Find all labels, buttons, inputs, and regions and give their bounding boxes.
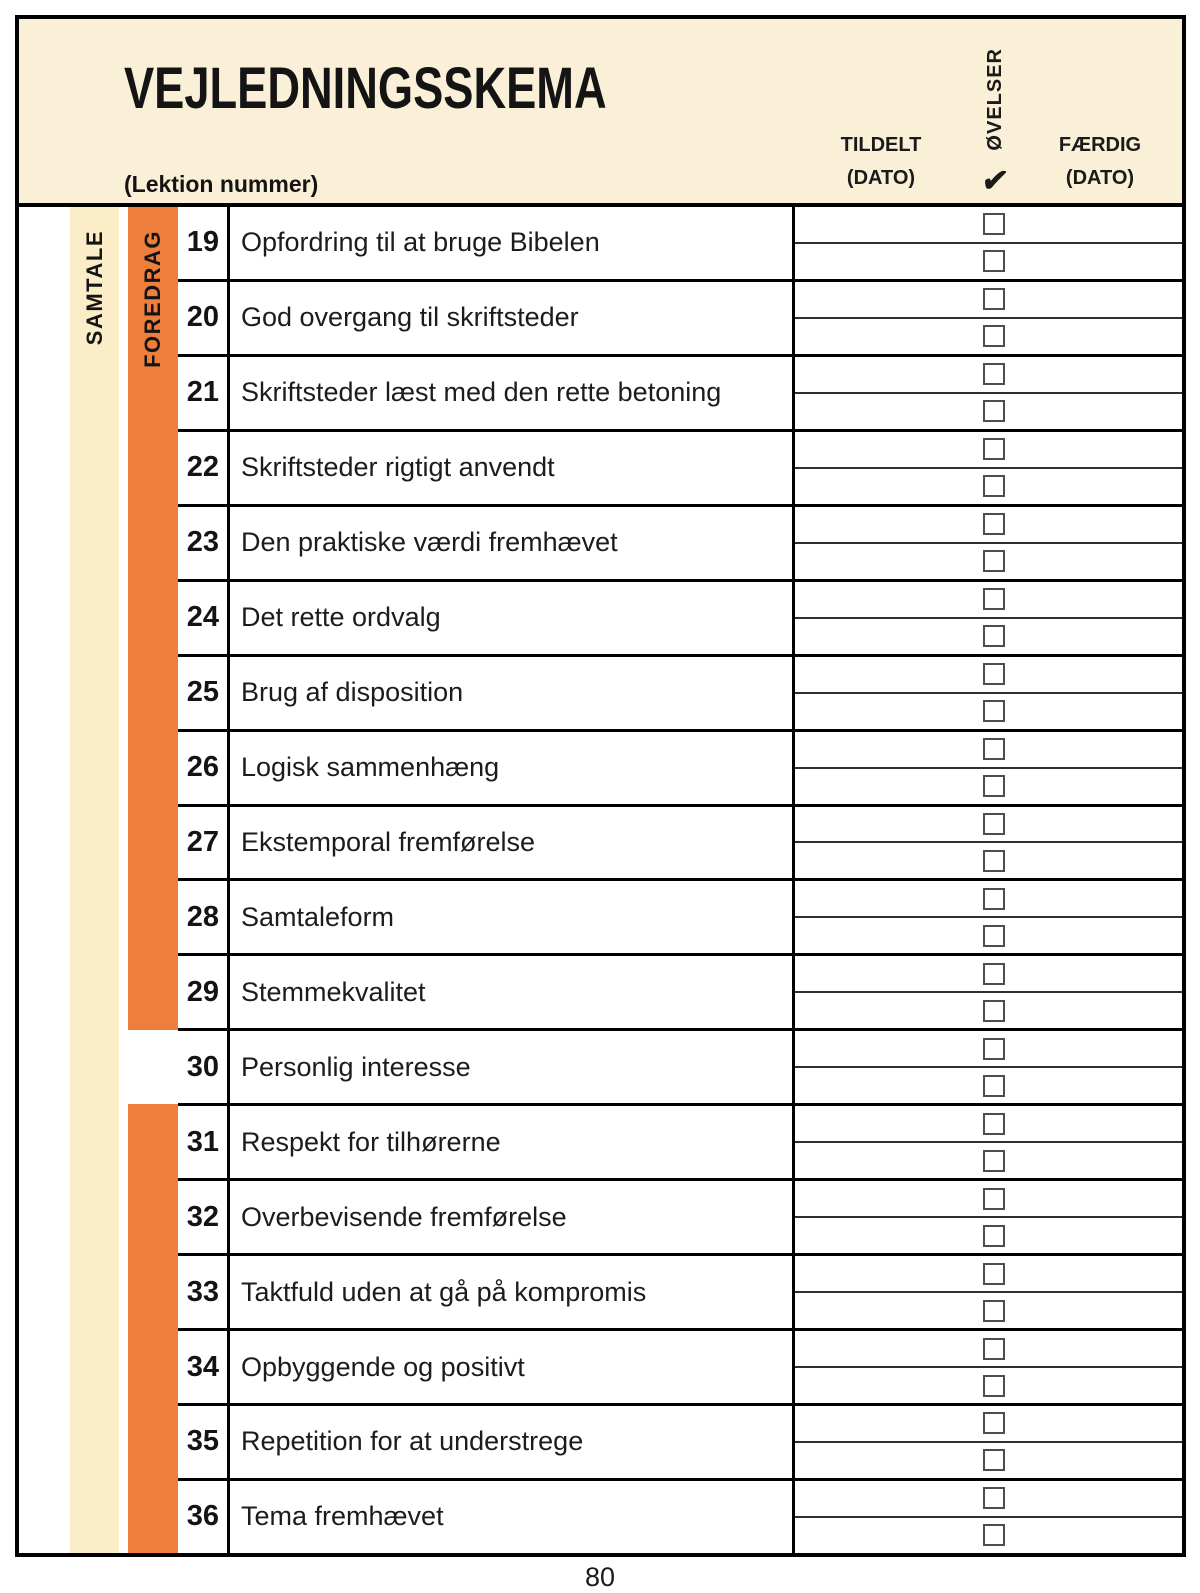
exercise-checkbox[interactable] [983, 550, 1005, 572]
lesson-title: Logisk sammenhæng [230, 732, 792, 804]
exercise-slot-1 [795, 507, 1182, 544]
lesson-title: Taktfuld uden at gå på kompromis [230, 1256, 792, 1328]
exercise-slot-1 [795, 1106, 1182, 1143]
lesson-title: Samtaleform [230, 881, 792, 953]
lesson-row [178, 1481, 1182, 1553]
lesson-tracking-area [792, 881, 1182, 953]
exercise-slot-2 [795, 1368, 1182, 1403]
exercise-checkbox[interactable] [983, 963, 1005, 985]
lesson-tracking-area [792, 657, 1182, 729]
exercise-slot-1 [795, 1406, 1182, 1443]
exercise-slot-2 [795, 1518, 1182, 1553]
lesson-row [178, 657, 1182, 732]
exercise-checkbox[interactable] [983, 1263, 1005, 1285]
exercises-label: ØVELSER [983, 48, 1006, 151]
completed-date-field[interactable] [1005, 769, 1182, 804]
assigned-date-label: (DATO) [846, 167, 916, 189]
lesson-row [178, 1256, 1182, 1331]
completed-date-field[interactable] [1005, 1331, 1182, 1366]
exercise-checkbox[interactable] [983, 1150, 1005, 1172]
assigned-date-field[interactable] [795, 807, 972, 842]
lesson-row [178, 282, 1182, 357]
assigned-date-field[interactable] [795, 1293, 972, 1328]
lesson-tracking-area [792, 1031, 1182, 1103]
column-header-completed [1037, 129, 1163, 195]
samtale-band [70, 207, 119, 1553]
exercise-checkbox[interactable] [983, 700, 1005, 722]
lesson-row [178, 1031, 1182, 1106]
exercise-slot-1 [795, 1331, 1182, 1368]
lesson-title: Ekstemporal fremførelse [230, 807, 792, 879]
lesson-tracking-area [792, 207, 1182, 279]
exercise-checkbox[interactable] [983, 250, 1005, 272]
completed-date-field[interactable] [1005, 1481, 1182, 1516]
assigned-date-field[interactable] [795, 469, 972, 504]
exercise-checkbox[interactable] [983, 813, 1005, 835]
exercise-slot-2 [795, 1218, 1182, 1253]
lesson-row [178, 357, 1182, 432]
exercise-checkbox[interactable] [983, 513, 1005, 535]
assigned-date-field[interactable] [795, 1406, 972, 1441]
assigned-date-field[interactable] [795, 244, 972, 279]
completed-date-field[interactable] [1005, 1518, 1182, 1553]
assigned-date-field[interactable] [795, 657, 972, 692]
exercise-checkbox[interactable] [983, 1075, 1005, 1097]
lesson-number-note: (Lektion nummer) [124, 171, 319, 197]
assigned-date-field[interactable] [795, 769, 972, 804]
completed-date-field[interactable] [1005, 1406, 1182, 1441]
completed-date-field[interactable] [1005, 1031, 1182, 1066]
lesson-title: Brug af disposition [230, 657, 792, 729]
exercise-slot-2 [795, 394, 1182, 429]
assigned-date-field[interactable] [795, 394, 972, 429]
assigned-date-field[interactable] [795, 319, 972, 354]
lesson-title: Den praktiske værdi fremhævet [230, 507, 792, 579]
assigned-date-field[interactable] [795, 1031, 972, 1066]
completed-date-field[interactable] [1005, 918, 1182, 953]
completed-date-field[interactable] [1005, 507, 1182, 542]
exercise-slot-2 [795, 769, 1182, 804]
form-title: VEJLEDNINGSSKEMA [124, 56, 607, 121]
lesson-title: Skriftsteder læst med den rette betoning [230, 357, 792, 429]
lesson-title: Opfordring til at bruge Bibelen [230, 207, 792, 279]
lesson-tracking-area [792, 432, 1182, 504]
exercise-slot-2 [795, 1068, 1182, 1103]
assigned-date-field[interactable] [795, 1068, 972, 1103]
exercise-slot-1 [795, 657, 1182, 694]
lesson-row [178, 732, 1182, 807]
exercise-checkbox[interactable] [983, 1412, 1005, 1434]
lesson-number: 26 [178, 732, 230, 804]
lesson-row [178, 507, 1182, 582]
foredrag-band-label: FOREDRAG [140, 230, 165, 368]
assigned-date-field[interactable] [795, 1256, 972, 1291]
assigned-date-field[interactable] [795, 1443, 972, 1478]
exercise-checkbox[interactable] [983, 213, 1005, 235]
exercise-checkbox[interactable] [983, 1375, 1005, 1397]
assigned-date-field[interactable] [795, 432, 972, 467]
exercise-slot-2 [795, 843, 1182, 878]
lesson-row [178, 1106, 1182, 1181]
lesson-number: 34 [178, 1331, 230, 1403]
exercise-slot-1 [795, 881, 1182, 918]
lesson-title: Overbevisende fremførelse [230, 1181, 792, 1253]
lesson-title: Repetition for at understrege [230, 1406, 792, 1478]
lesson-number: 31 [178, 1106, 230, 1178]
completed-date-field[interactable] [1005, 432, 1182, 467]
exercise-slot-1 [795, 956, 1182, 993]
exercise-checkbox[interactable] [983, 625, 1005, 647]
lesson-number: 19 [178, 207, 230, 279]
completed-label: FÆRDIG [1058, 134, 1142, 156]
completed-date-field[interactable] [1005, 282, 1182, 317]
completed-date-field[interactable] [1005, 394, 1182, 429]
completed-date-field[interactable] [1005, 544, 1182, 579]
assigned-date-field[interactable] [795, 282, 972, 317]
completed-date-field[interactable] [1005, 1368, 1182, 1403]
exercise-slot-1 [795, 1181, 1182, 1218]
completed-date-field[interactable] [1005, 1143, 1182, 1178]
assigned-date-field[interactable] [795, 1143, 972, 1178]
completed-date-field[interactable] [1005, 469, 1182, 504]
lesson-number: 35 [178, 1406, 230, 1478]
completed-date-field[interactable] [1005, 694, 1182, 729]
exercise-slot-2 [795, 1443, 1182, 1478]
exercise-checkbox[interactable] [983, 588, 1005, 610]
lesson-number: 25 [178, 657, 230, 729]
lesson-tracking-area [792, 1406, 1182, 1478]
exercise-slot-2 [795, 993, 1182, 1028]
exercise-slot-1 [795, 432, 1182, 469]
exercise-slot-2 [795, 1293, 1182, 1328]
column-header-assigned [819, 129, 943, 195]
lesson-tracking-area [792, 1181, 1182, 1253]
lesson-number: 27 [178, 807, 230, 879]
exercise-checkbox[interactable] [983, 1000, 1005, 1022]
band-gap [119, 207, 128, 1553]
completed-date-field[interactable] [1005, 619, 1182, 654]
lesson-title: Skriftsteder rigtigt anvendt [230, 432, 792, 504]
completed-date-field[interactable] [1005, 1181, 1182, 1216]
exercise-checkbox[interactable] [983, 438, 1005, 460]
exercise-slot-1 [795, 582, 1182, 619]
exercise-slot-2 [795, 918, 1182, 953]
assigned-date-field[interactable] [795, 619, 972, 654]
lesson-number: 20 [178, 282, 230, 354]
lesson-tracking-area [792, 507, 1182, 579]
lesson-number: 23 [178, 507, 230, 579]
completed-date-field[interactable] [1005, 1068, 1182, 1103]
completed-date-field[interactable] [1005, 582, 1182, 617]
exercise-checkbox[interactable] [983, 400, 1005, 422]
assigned-date-field[interactable] [795, 207, 972, 242]
lesson-tracking-area [792, 357, 1182, 429]
exercise-slot-2 [795, 544, 1182, 579]
lesson-title: Det rette ordvalg [230, 582, 792, 654]
exercise-slot-2 [795, 244, 1182, 279]
exercise-slot-1 [795, 807, 1182, 844]
lesson-tracking-area [792, 956, 1182, 1028]
exercise-slot-1 [795, 1256, 1182, 1293]
assigned-label: TILDELT [840, 134, 922, 156]
assigned-date-field[interactable] [795, 1481, 972, 1516]
assigned-date-field[interactable] [795, 507, 972, 542]
vejledningsskema-form [15, 15, 1186, 1557]
lesson-title: Opbyggende og positivt [230, 1331, 792, 1403]
exercise-checkbox[interactable] [983, 288, 1005, 310]
assigned-date-field[interactable] [795, 1331, 972, 1366]
lesson-tracking-area [792, 1481, 1182, 1553]
lesson-number: 36 [178, 1481, 230, 1553]
lesson-row [178, 1331, 1182, 1406]
assigned-date-field[interactable] [795, 1106, 972, 1141]
lesson-tracking-area [792, 582, 1182, 654]
form-body [19, 207, 1182, 1553]
lesson-row [178, 432, 1182, 507]
exercise-slot-1 [795, 732, 1182, 769]
exercise-checkbox[interactable] [983, 1188, 1005, 1210]
lesson-row [178, 956, 1182, 1031]
assigned-date-field[interactable] [795, 993, 972, 1028]
assigned-date-field[interactable] [795, 357, 972, 392]
exercise-checkbox[interactable] [983, 1338, 1005, 1360]
lesson-tracking-area [792, 1106, 1182, 1178]
exercise-checkbox[interactable] [983, 1225, 1005, 1247]
lesson-number: 24 [178, 582, 230, 654]
foredrag-band-segment [128, 207, 178, 1030]
assigned-date-field[interactable] [795, 1218, 972, 1253]
exercise-checkbox[interactable] [983, 363, 1005, 385]
exercise-checkbox[interactable] [983, 1300, 1005, 1322]
completed-date-field[interactable] [1005, 244, 1182, 279]
exercise-slot-1 [795, 1031, 1182, 1068]
exercise-checkbox[interactable] [983, 1524, 1005, 1546]
lesson-title: Tema fremhævet [230, 1481, 792, 1553]
lesson-number: 22 [178, 432, 230, 504]
lesson-tracking-area [792, 282, 1182, 354]
exercise-checkbox[interactable] [983, 1449, 1005, 1471]
exercise-slot-2 [795, 469, 1182, 504]
foredrag-band-segment [128, 1104, 178, 1553]
exercise-checkbox[interactable] [983, 663, 1005, 685]
lesson-row [178, 207, 1182, 282]
exercise-slot-1 [795, 1481, 1182, 1518]
lesson-number: 21 [178, 357, 230, 429]
lesson-number: 32 [178, 1181, 230, 1253]
exercise-checkbox[interactable] [983, 1113, 1005, 1135]
lesson-row [178, 807, 1182, 882]
lesson-row [178, 1406, 1182, 1481]
exercise-checkbox[interactable] [983, 1038, 1005, 1060]
completed-date-field[interactable] [1005, 881, 1182, 916]
column-header-exercises [969, 48, 1021, 199]
assigned-date-field[interactable] [795, 1181, 972, 1216]
exercise-checkbox[interactable] [983, 1487, 1005, 1509]
completed-date-field[interactable] [1005, 843, 1182, 878]
lesson-tracking-area [792, 1256, 1182, 1328]
assigned-date-field[interactable] [795, 1518, 972, 1553]
lesson-title: God overgang til skriftsteder [230, 282, 792, 354]
lesson-tracking-area [792, 1331, 1182, 1403]
exercise-slot-2 [795, 694, 1182, 729]
completed-date-field[interactable] [1005, 956, 1182, 991]
exercise-checkbox[interactable] [983, 325, 1005, 347]
completed-date-field[interactable] [1005, 357, 1182, 392]
lesson-title: Stemmekvalitet [230, 956, 792, 1028]
assigned-date-field[interactable] [795, 881, 972, 916]
completed-date-field[interactable] [1005, 319, 1182, 354]
exercise-checkbox[interactable] [983, 850, 1005, 872]
completed-date-field[interactable] [1005, 1443, 1182, 1478]
lesson-row [178, 881, 1182, 956]
completed-date-label: (DATO) [1065, 167, 1135, 189]
checkmark-icon: ✔ [979, 163, 1011, 198]
lesson-title: Respekt for tilhørerne [230, 1106, 792, 1178]
exercise-checkbox[interactable] [983, 775, 1005, 797]
foredrag-band-column [128, 207, 178, 1553]
assigned-date-field[interactable] [795, 544, 972, 579]
assigned-date-field[interactable] [795, 956, 972, 991]
assigned-date-field[interactable] [795, 843, 972, 878]
assigned-date-field[interactable] [795, 582, 972, 617]
completed-date-field[interactable] [1005, 657, 1182, 692]
lesson-tracking-area [792, 732, 1182, 804]
assigned-date-field[interactable] [795, 918, 972, 953]
exercise-slot-2 [795, 1143, 1182, 1178]
completed-date-field[interactable] [1005, 1256, 1182, 1291]
lesson-number: 29 [178, 956, 230, 1028]
form-header [19, 19, 1182, 207]
completed-date-field[interactable] [1005, 1218, 1182, 1253]
exercise-checkbox[interactable] [983, 738, 1005, 760]
left-margin [19, 207, 70, 1553]
exercise-slot-2 [795, 619, 1182, 654]
lesson-rows [178, 207, 1182, 1553]
lesson-row [178, 582, 1182, 657]
completed-date-field[interactable] [1005, 1106, 1182, 1141]
exercise-slot-1 [795, 207, 1182, 244]
exercise-slot-1 [795, 282, 1182, 319]
exercise-checkbox[interactable] [983, 475, 1005, 497]
lesson-row [178, 1181, 1182, 1256]
lesson-number: 33 [178, 1256, 230, 1328]
completed-date-field[interactable] [1005, 732, 1182, 767]
samtale-band-label: SAMTALE [81, 230, 107, 346]
page-number: 80 [584, 1562, 616, 1592]
assigned-date-field[interactable] [795, 732, 972, 767]
exercise-slot-1 [795, 357, 1182, 394]
exercise-checkbox[interactable] [983, 925, 1005, 947]
exercise-slot-2 [795, 319, 1182, 354]
lesson-number: 30 [178, 1031, 230, 1103]
completed-date-field[interactable] [1005, 807, 1182, 842]
exercise-checkbox[interactable] [983, 888, 1005, 910]
lesson-tracking-area [792, 807, 1182, 879]
completed-date-field[interactable] [1005, 207, 1182, 242]
lesson-number: 28 [178, 881, 230, 953]
completed-date-field[interactable] [1005, 1293, 1182, 1328]
lesson-title: Personlig interesse [230, 1031, 792, 1103]
completed-date-field[interactable] [1005, 993, 1182, 1028]
assigned-date-field[interactable] [795, 694, 972, 729]
assigned-date-field[interactable] [795, 1368, 972, 1403]
